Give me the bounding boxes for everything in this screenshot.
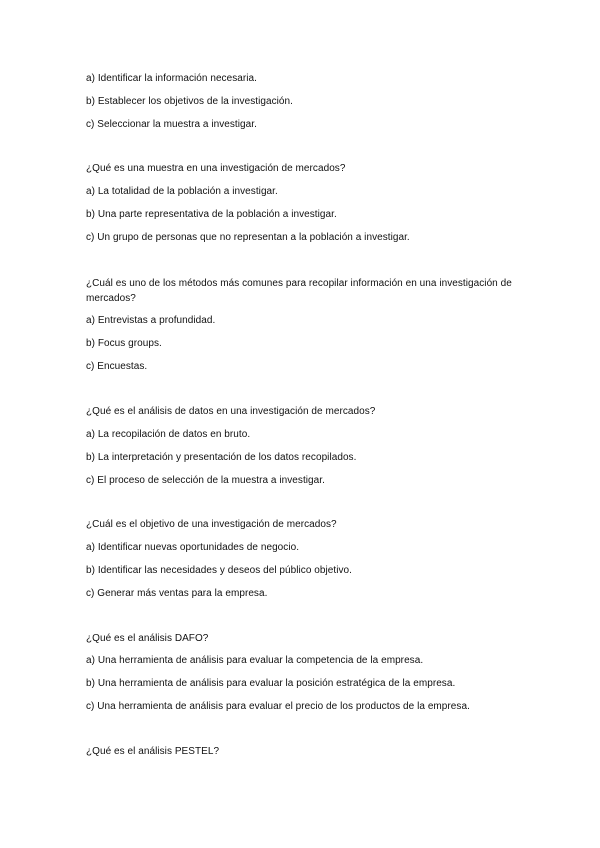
question: ¿Qué es una muestra en una investigación de mercados?: [86, 163, 346, 174]
option-a: a) Una herramienta de análisis para evaluar la competencia de la empresa.: [86, 655, 424, 666]
option-a: a) Identificar la información necesaria.: [86, 73, 257, 84]
option-c: c) Encuestas.: [86, 361, 148, 372]
option-b: b) Una parte representativa de la población a investigar.: [86, 209, 337, 220]
question: ¿Qué es el análisis DAFO?: [86, 633, 209, 644]
question: ¿Qué es el análisis de datos en una investigación de mercados?: [86, 406, 376, 417]
option-b: b) La interpretación y presentación de los datos recopilados.: [86, 452, 357, 463]
option-c: c) Seleccionar la muestra a investigar.: [86, 119, 257, 130]
question: ¿Cuál es uno de los métodos más comunes para recopilar información en una investigación de mercados?: [86, 278, 512, 304]
option-c: c) El proceso de selección de la muestra a investigar.: [86, 475, 325, 486]
option-a: a) La recopilación de datos en bruto.: [86, 429, 251, 440]
question: ¿Cuál es el objetivo de una investigación de mercados?: [86, 519, 337, 530]
option-c: c) Un grupo de personas que no representan a la población a investigar.: [86, 232, 410, 243]
option-a: a) La totalidad de la población a investigar.: [86, 186, 278, 197]
option-b: b) Una herramienta de análisis para evaluar la posición estratégica de la empresa.: [86, 678, 456, 689]
option-a: a) Identificar nuevas oportunidades de negocio.: [86, 542, 300, 553]
option-b: b) Focus groups.: [86, 338, 162, 349]
option-b: b) Establecer los objetivos de la investigación.: [86, 96, 293, 107]
option-c: c) Generar más ventas para la empresa.: [86, 588, 268, 599]
option-a: a) Entrevistas a profundidad.: [86, 315, 216, 326]
question: ¿Qué es el análisis PESTEL?: [86, 746, 220, 757]
option-b: b) Identificar las necesidades y deseos del público objetivo.: [86, 565, 352, 576]
option-c: c) Una herramienta de análisis para evaluar el precio de los productos de la empresa.: [86, 701, 470, 712]
